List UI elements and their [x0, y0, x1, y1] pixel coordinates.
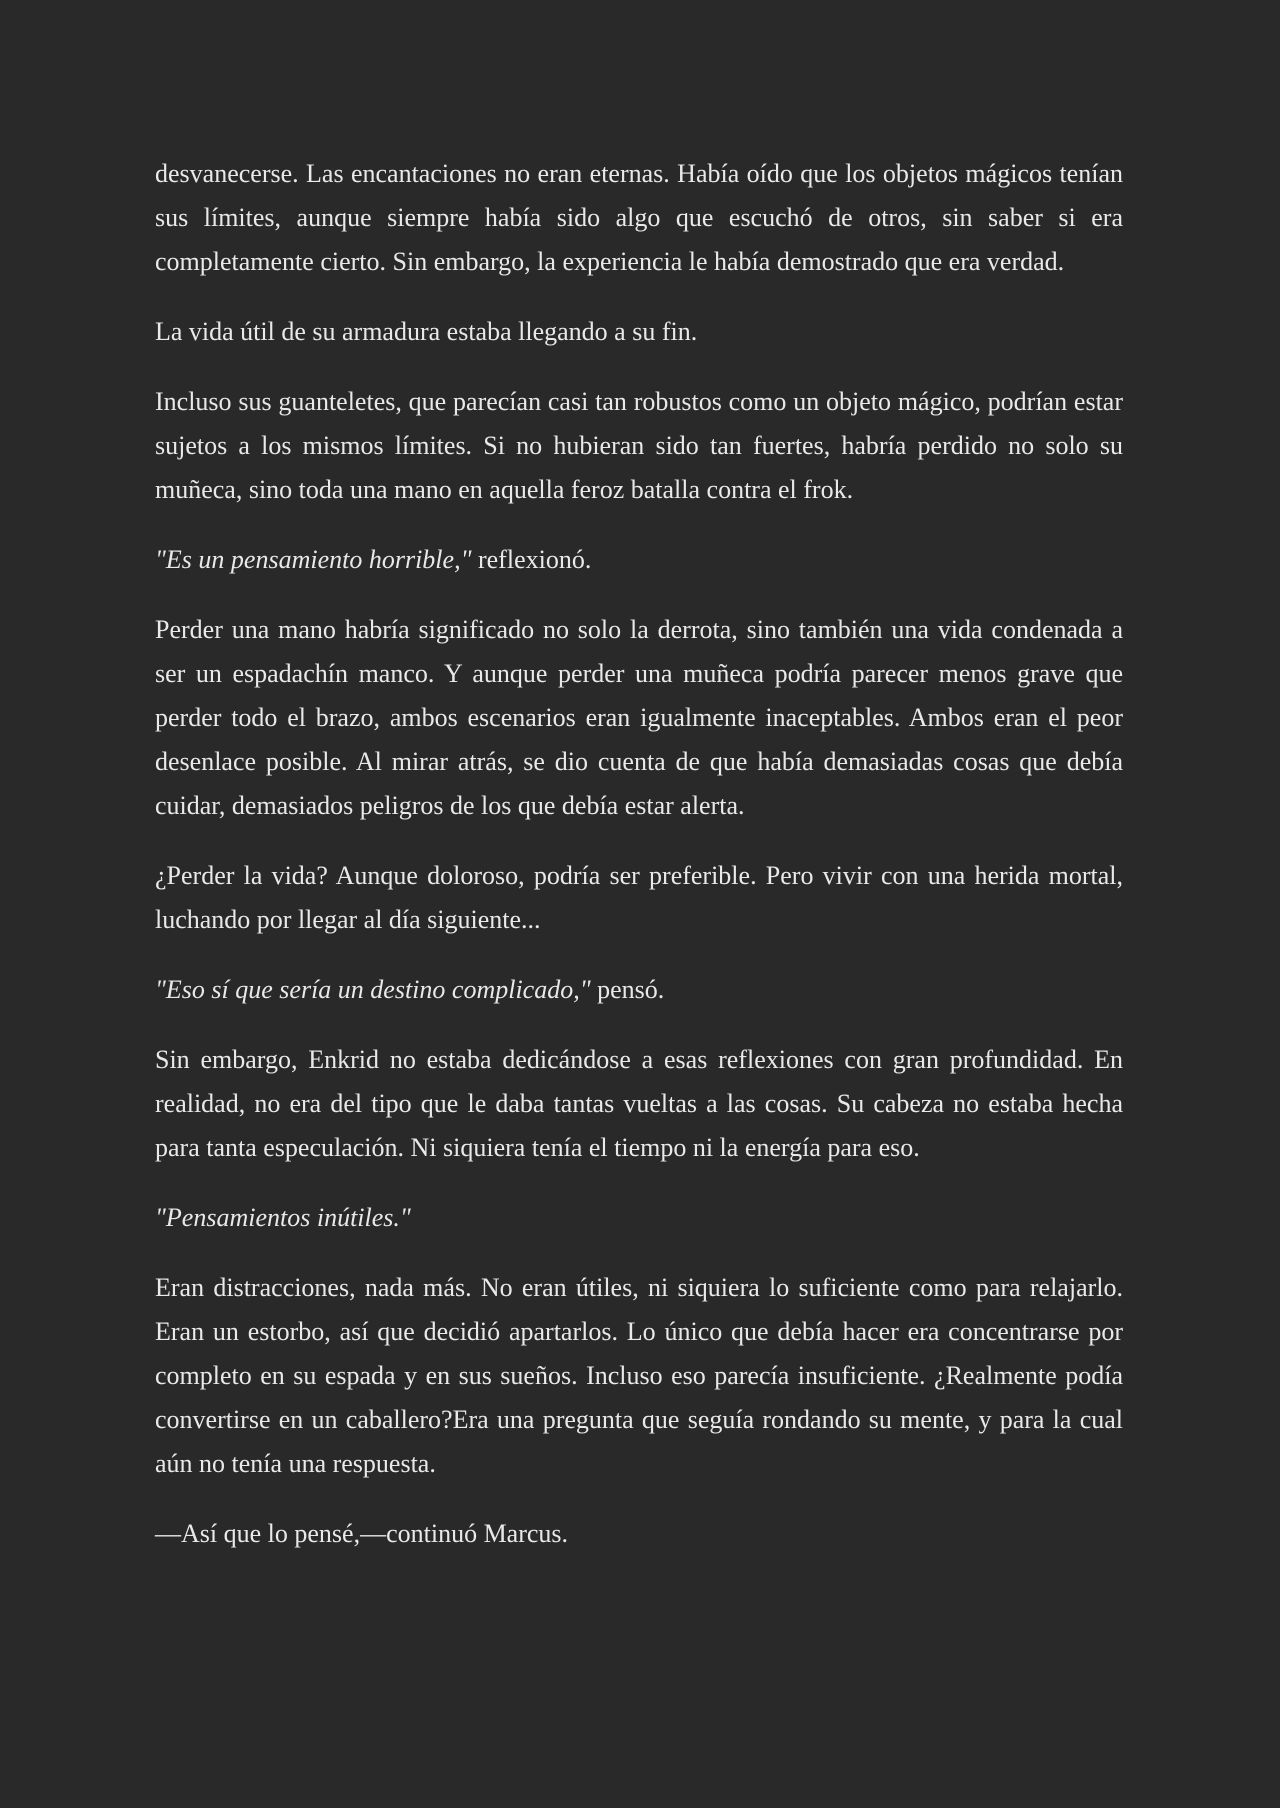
paragraph-9	[155, 1196, 1123, 1240]
paragraph-3: Incluso sus guanteletes, que parecían casi tan robustos como un objeto mágico, podrían estar sujetos a los mismos límites. Si no hubieran sido tan fuertes, habría perdido no solo su muñeca, sino toda una mano en aquella feroz batalla contra el frok.	[155, 387, 1123, 504]
paragraph-2: La vida útil de su armadura estaba llegando a su fin.	[155, 317, 698, 346]
paragraph-8: Sin embargo, Enkrid no estaba dedicándose a esas reflexiones con gran profundidad. En realidad, no era del tipo que le daba tantas vueltas a las cosas. Su cabeza no estaba hecha para tanta especulación. Ni siquiera tenía el tiempo ni la energía para eso.	[155, 1045, 1123, 1162]
paragraph-4	[155, 538, 1123, 582]
thought-quote: "Pensamientos inútiles."	[155, 1203, 411, 1232]
thought-quote: "Es un pensamiento horrible,"	[155, 545, 472, 574]
paragraph-10: Eran distracciones, nada más. No eran útiles, ni siquiera lo suficiente como para relajarlo. Eran un estorbo, así que decidió apartarlos. Lo único que debía hacer era concentrarse por completo en su espada y en sus sueños. Incluso eso parecía insuficiente. ¿Realmente podía convertirse en un caballero?Era una pregunta que seguía rondando su mente, y para la cual aún no tenía una respuesta.	[155, 1273, 1123, 1478]
chapter-text	[155, 152, 1123, 1582]
paragraph-11: —Así que lo pensé,—continuó Marcus.	[155, 1519, 569, 1548]
narration: pensó.	[590, 975, 665, 1004]
paragraph-6: ¿Perder la vida? Aunque doloroso, podría ser preferible. Pero vivir con una herida mortal, luchando por llegar al día siguiente...	[155, 861, 1123, 934]
paragraph-1: desvanecerse. Las encantaciones no eran eternas. Había oído que los objetos mágicos tenían sus límites, aunque siempre había sido algo que escuchó de otros, sin saber si era completamente cierto. Sin embargo, la experiencia le había demostrado que era verdad.	[155, 159, 1123, 276]
paragraph-7	[155, 968, 1123, 1012]
paragraph-5: Perder una mano habría significado no solo la derrota, sino también una vida condenada a ser un espadachín manco. Y aunque perder una muñeca podría parecer menos grave que perder todo el brazo, ambos escenarios eran igualmente inaceptables. Ambos eran el peor desenlace posible. Al mirar atrás, se dio cuenta de que había demasiadas cosas que debía cuidar, demasiados peligros de los que debía estar alerta.	[155, 615, 1123, 820]
thought-quote: "Eso sí que sería un destino complicado,"	[155, 975, 591, 1004]
narration: reflexionó.	[471, 545, 592, 574]
